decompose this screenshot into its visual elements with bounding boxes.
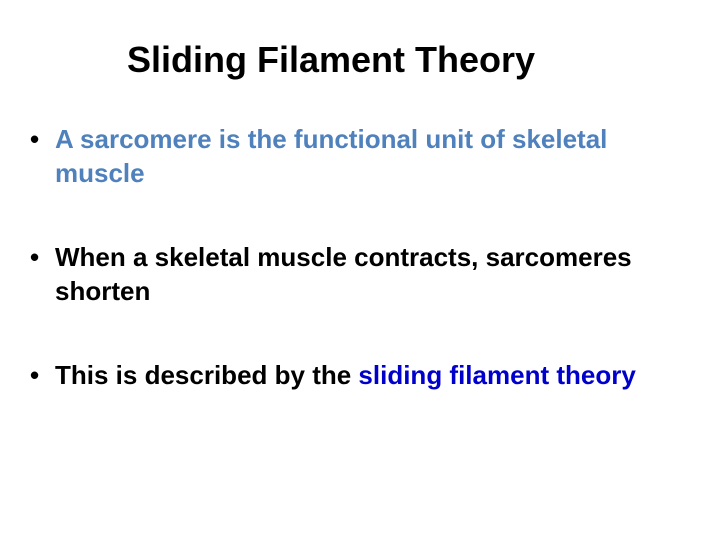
bullet-text: When a skeletal muscle contracts, sarcomeres shorten <box>55 242 632 306</box>
bullet-list <box>30 122 690 392</box>
bullet-text-plain: This is described by the <box>55 360 359 390</box>
bullet-dot-icon: • <box>30 124 40 154</box>
bullet-text: A sarcomere is the functional unit of skeletal muscle <box>55 124 608 188</box>
slide-title: Sliding Filament Theory <box>127 39 536 80</box>
bullet-dot-icon: • <box>30 242 40 272</box>
bullet-item-contraction <box>30 240 690 308</box>
bullet-text <box>55 360 636 390</box>
bullet-item-sarcomere <box>30 122 690 190</box>
bullet-item-theory <box>30 358 690 392</box>
bullet-dot-icon: • <box>30 360 40 390</box>
emphasized-term: sliding filament theory <box>358 360 636 390</box>
